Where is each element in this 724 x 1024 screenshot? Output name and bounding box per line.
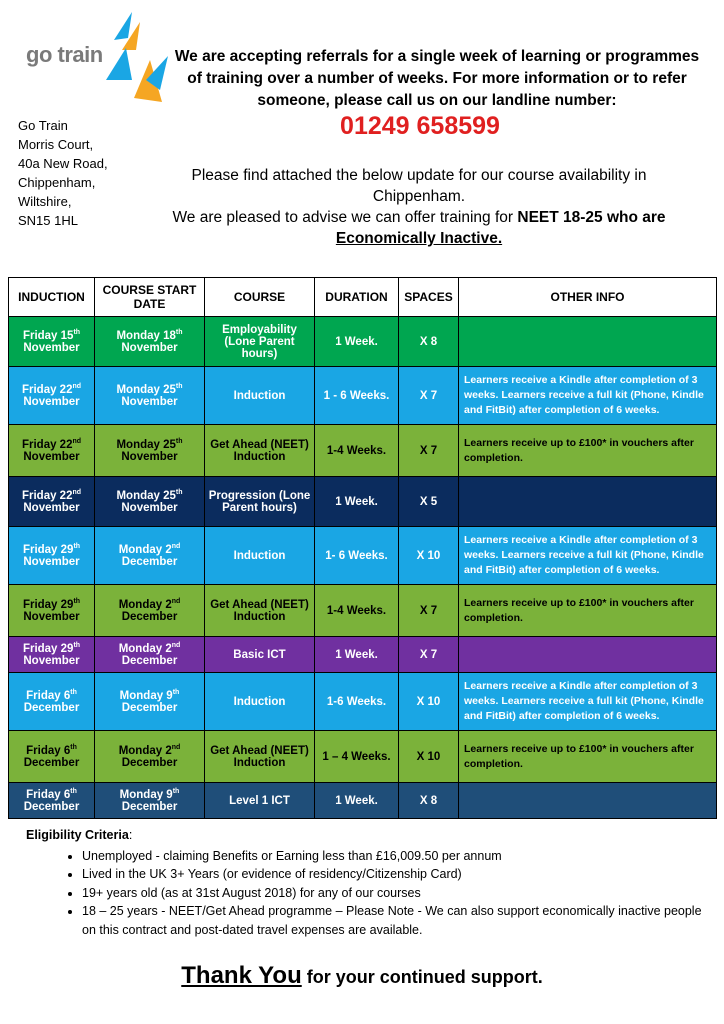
address-line: Chippenham, (18, 175, 96, 190)
address-line: Wiltshire, (18, 194, 72, 209)
header-induction: INDUCTION (9, 278, 95, 317)
eligibility-item: • 18 – 25 years - NEET/Get Ahead programme – Please Note - We can also support economically inactive people on this contract and post-dated travel expenses are available. (82, 902, 706, 939)
start-day-suffix: nd (171, 543, 181, 551)
induction-day: Friday 15 (22, 329, 74, 342)
cell-duration: 1-6 Weeks. (315, 673, 399, 731)
cell-duration: 1 Week. (315, 637, 399, 673)
start-day: Monday 25 (116, 489, 176, 502)
address-line: SN15 1HL (18, 213, 78, 228)
start-day-suffix: th (175, 489, 183, 497)
go-train-logo (22, 10, 170, 105)
header-other-info: OTHER INFO (459, 278, 717, 317)
cell-other-info (459, 783, 717, 819)
header-duration: DURATION (315, 278, 399, 317)
start-day-suffix: th (175, 383, 183, 391)
cell-induction (9, 673, 95, 731)
cell-duration: 1 - 6 Weeks. (315, 367, 399, 425)
start-month: December (121, 610, 178, 623)
induction-month: December (23, 701, 80, 714)
induction-month: November (23, 341, 80, 354)
cell-course: Induction (205, 527, 315, 585)
cell-induction (9, 585, 95, 637)
cell-other-info (459, 637, 717, 673)
address-block (18, 116, 108, 230)
induction-month: November (23, 654, 80, 667)
induction-day: Friday 6 (26, 788, 71, 801)
update-line-3: Economically Inactive. (335, 230, 503, 247)
table-row (9, 477, 717, 527)
table-row (9, 585, 717, 637)
induction-day-suffix: th (73, 329, 81, 337)
induction-day-suffix: nd (72, 489, 82, 497)
cell-course: Basic ICT (205, 637, 315, 673)
cell-duration: 1-4 Weeks. (315, 585, 399, 637)
cell-course: Induction (205, 673, 315, 731)
induction-day-suffix: th (70, 689, 77, 697)
phone-number[interactable]: 01249 658599 (340, 112, 500, 140)
start-month: December (121, 555, 178, 568)
table-row (9, 731, 717, 783)
start-day-suffix: nd (171, 642, 181, 650)
induction-day: Friday 22 (21, 489, 73, 502)
update-line-1: Please find attached the below update for our course availability in Chippenham. (191, 167, 647, 205)
cell-induction (9, 317, 95, 367)
cell-induction (9, 731, 95, 783)
cell-duration: 1-4 Weeks. (315, 425, 399, 477)
induction-day: Friday 6 (26, 744, 71, 757)
induction-month: November (23, 395, 80, 408)
thanks-small: for your continued support. (301, 967, 543, 987)
table-row (9, 527, 717, 585)
start-day: Monday 25 (116, 438, 176, 451)
induction-day-suffix: nd (72, 438, 82, 446)
cell-other-info (459, 317, 717, 367)
address-line: 40a New Road, (18, 156, 108, 171)
eligibility-item: • Unemployed - claiming Benefits or Earning less than £16,009.50 per annum (82, 847, 706, 866)
cell-induction (9, 527, 95, 585)
cell-duration: 1 Week. (315, 317, 399, 367)
cell-course: Progression (Lone Parent hours) (205, 477, 315, 527)
update-line-2-bold: NEET 18-25 who are (517, 209, 666, 226)
start-day: Monday 25 (116, 383, 176, 396)
start-day-suffix: th (175, 438, 183, 446)
cell-spaces: X 7 (399, 367, 459, 425)
header-course: COURSE (205, 278, 315, 317)
cell-start-date (95, 477, 205, 527)
induction-day: Friday 22 (21, 383, 73, 396)
start-month: December (121, 800, 178, 813)
table-row (9, 783, 717, 819)
table-row (9, 425, 717, 477)
cell-start-date (95, 425, 205, 477)
cell-other-info: Learners receive a Kindle after completion of 3 weeks. Learners receive a full kit (Phone, Kindle and FitBit) after completion of 6 weeks. (459, 367, 717, 425)
induction-day-suffix: th (73, 642, 81, 650)
start-day: Monday 2 (118, 543, 172, 556)
induction-day: Friday 29 (22, 642, 74, 655)
cell-induction (9, 477, 95, 527)
cell-start-date (95, 783, 205, 819)
start-day: Monday 9 (119, 689, 173, 702)
start-day-suffix: nd (171, 598, 181, 606)
induction-day-suffix: th (73, 543, 81, 551)
cell-course: Employability (Lone Parent hours) (205, 317, 315, 367)
start-month: November (121, 450, 178, 463)
induction-month: December (23, 756, 80, 769)
cell-spaces: X 10 (399, 731, 459, 783)
start-month: November (121, 341, 178, 354)
cell-start-date (95, 637, 205, 673)
eligibility-item: • Lived in the UK 3+ Years (or evidence of residency/Citizenship Card) (82, 865, 706, 884)
induction-month: December (23, 800, 80, 813)
cell-course: Induction (205, 367, 315, 425)
cell-other-info: Learners receive up to £100* in vouchers after completion. (459, 731, 717, 783)
cell-spaces: X 5 (399, 477, 459, 527)
logo-text: go train (26, 42, 103, 67)
induction-month: November (23, 450, 80, 463)
address-line: Morris Court, (18, 137, 94, 152)
cell-duration: 1 Week. (315, 783, 399, 819)
cell-start-date (95, 673, 205, 731)
eligibility-list (26, 847, 706, 940)
induction-month: November (23, 555, 80, 568)
cell-other-info (459, 477, 717, 527)
cell-spaces: X 7 (399, 585, 459, 637)
start-day-suffix: th (172, 788, 180, 796)
start-day: Monday 18 (116, 329, 176, 342)
cell-start-date (95, 367, 205, 425)
update-line-2 (160, 207, 678, 228)
eligibility-item: • 19+ years old (as at 31st August 2018) for any of our courses (82, 884, 706, 903)
cell-duration: 1 Week. (315, 477, 399, 527)
thanks-line (0, 962, 724, 990)
start-day-suffix: nd (171, 744, 181, 752)
start-day: Monday 2 (118, 598, 172, 611)
cell-spaces: X 7 (399, 425, 459, 477)
induction-day-suffix: nd (72, 383, 82, 391)
induction-day: Friday 29 (22, 543, 74, 556)
cell-induction (9, 637, 95, 673)
cell-start-date (95, 527, 205, 585)
cell-course: Get Ahead (NEET) Induction (205, 425, 315, 477)
start-day: Monday 9 (119, 788, 173, 801)
cell-spaces: X 10 (399, 527, 459, 585)
start-day: Monday 2 (118, 744, 172, 757)
cell-other-info: Learners receive up to £100* in vouchers after completion. (459, 585, 717, 637)
cell-course: Get Ahead (NEET) Induction (205, 585, 315, 637)
start-day-suffix: th (172, 689, 180, 697)
start-month: December (121, 701, 178, 714)
table-header-row (9, 278, 717, 317)
intro-text: We are accepting referrals for a single week of learning or programmes of training over a number of weeks. For more information or to refer someone, please call us on our landline number: (174, 48, 700, 109)
table-row (9, 637, 717, 673)
induction-month: November (23, 501, 80, 514)
eligibility-title: Eligibility Criteria (26, 828, 129, 842)
induction-day: Friday 22 (21, 438, 73, 451)
cell-induction (9, 367, 95, 425)
table-row (9, 317, 717, 367)
cell-duration: 1- 6 Weeks. (315, 527, 399, 585)
cell-other-info: Learners receive a Kindle after completion of 3 weeks. Learners receive a full kit (Phone, Kindle and FitBit) after completion of 6 weeks. (459, 673, 717, 731)
start-month: November (121, 395, 178, 408)
update-line-2-pre: We are pleased to advise we can offer training for (172, 209, 518, 226)
cell-spaces: X 8 (399, 317, 459, 367)
induction-day: Friday 6 (26, 689, 71, 702)
cell-induction (9, 783, 95, 819)
cell-start-date (95, 317, 205, 367)
start-day-suffix: th (175, 329, 183, 337)
cell-duration: 1 – 4 Weeks. (315, 731, 399, 783)
induction-day: Friday 29 (22, 598, 74, 611)
table-row (9, 673, 717, 731)
cell-spaces: X 10 (399, 673, 459, 731)
cell-course: Level 1 ICT (205, 783, 315, 819)
cell-course: Get Ahead (NEET) Induction (205, 731, 315, 783)
cell-induction (9, 425, 95, 477)
start-day: Monday 2 (118, 642, 172, 655)
header-spaces: SPACES (399, 278, 459, 317)
eligibility-section: Eligibility Criteria: • Unemployed - claiming Benefits or Earning less than £16,009.50 per annum • Lived in the UK 3+ Years (or evidence of residency/Citizenship Card) • 19+ years old (as at 31st August 2018) for any of our courses • 18 – 25 years - NEET/Get Ahead programme – Please Note - We can also support economically inactive people on this contract and post-dated travel expenses are available. (26, 826, 706, 939)
cell-start-date (95, 731, 205, 783)
start-month: November (121, 501, 178, 514)
header-course-start-date: COURSE START DATE (95, 278, 205, 317)
start-month: December (121, 654, 178, 667)
induction-day-suffix: th (70, 788, 77, 796)
induction-day-suffix: th (70, 744, 77, 752)
induction-day-suffix: th (73, 598, 81, 606)
start-month: December (121, 756, 178, 769)
cell-spaces: X 8 (399, 783, 459, 819)
cell-other-info: Learners receive up to £100* in vouchers after completion. (459, 425, 717, 477)
cell-other-info: Learners receive a Kindle after completion of 3 weeks. Learners receive a full kit (Phone, Kindle and FitBit) after completion of 6 weeks. (459, 527, 717, 585)
update-text (160, 165, 678, 249)
address-line: Go Train (18, 118, 68, 133)
course-table (8, 277, 717, 819)
cell-spaces: X 7 (399, 637, 459, 673)
induction-month: November (23, 610, 80, 623)
cell-start-date (95, 585, 205, 637)
table-row (9, 367, 717, 425)
thanks-big: Thank You (181, 962, 302, 989)
